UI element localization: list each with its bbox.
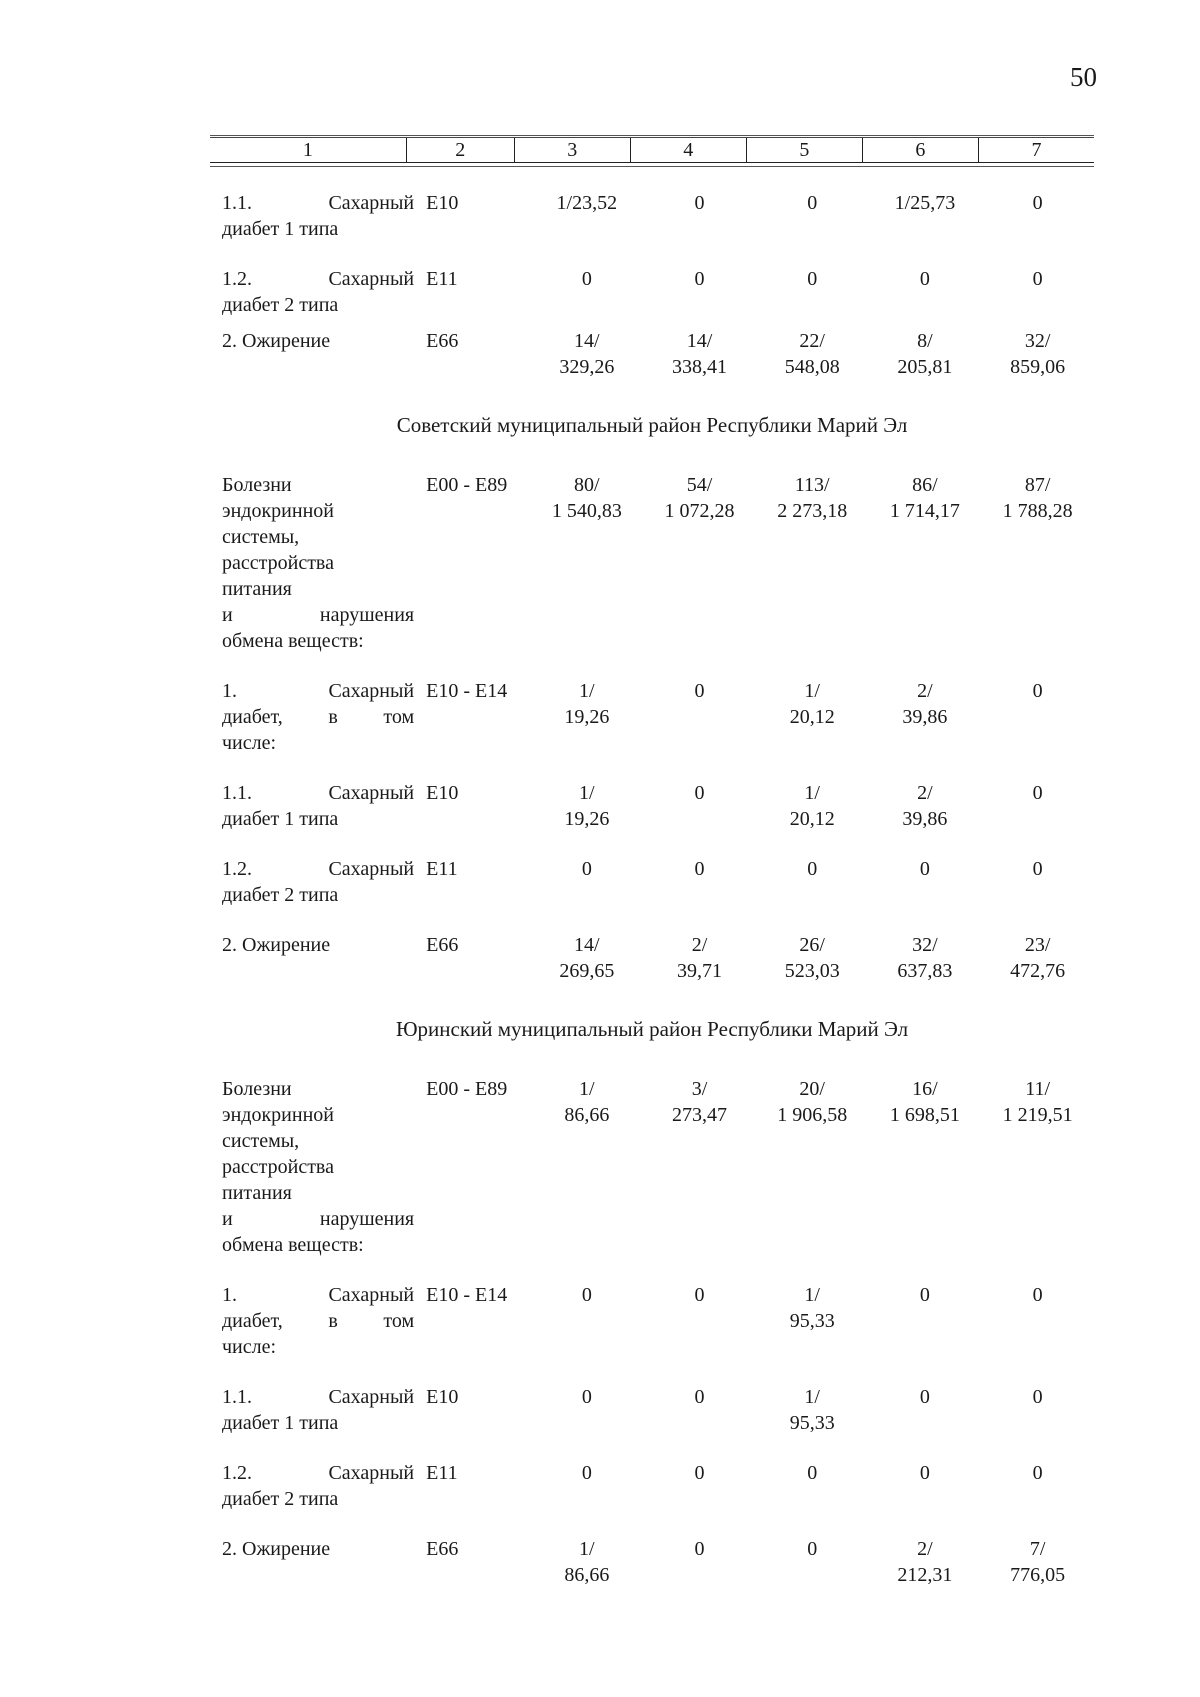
row-name-line: 1.2. Сахарный bbox=[222, 1462, 415, 1484]
row-name-line: диабет 2 типа bbox=[222, 884, 339, 906]
row-name bbox=[210, 1274, 414, 1376]
row-name bbox=[210, 182, 414, 258]
table-row bbox=[210, 1528, 1094, 1604]
case-count: 1/ bbox=[804, 782, 820, 804]
rate-value: 1 698,51 bbox=[889, 1104, 960, 1126]
value-cell-col-3 bbox=[530, 320, 643, 396]
row-name-line: Болезни bbox=[222, 1078, 292, 1100]
value-cell-col-6 bbox=[869, 1068, 982, 1274]
value-cell-col-7 bbox=[981, 1068, 1094, 1274]
row-name bbox=[210, 670, 414, 772]
case-count: 23/ bbox=[1024, 934, 1051, 956]
icd-code: E10 bbox=[426, 192, 459, 214]
case-count: 0 bbox=[694, 680, 705, 702]
header-col-5: 5 bbox=[746, 138, 862, 163]
case-count: 1/23,52 bbox=[556, 192, 618, 214]
value-cell-col-7 bbox=[981, 320, 1094, 396]
case-count: 22/ bbox=[799, 330, 825, 352]
case-count: 14/ bbox=[574, 330, 600, 352]
table-row bbox=[210, 258, 1094, 320]
value-cell-col-3 bbox=[530, 1274, 643, 1376]
row-name-line: и нарушения bbox=[222, 1208, 415, 1230]
case-count: 0 bbox=[807, 858, 818, 880]
rate-value: 39,86 bbox=[902, 808, 948, 830]
icd-code: E66 bbox=[426, 1538, 459, 1560]
row-name bbox=[210, 1452, 414, 1528]
case-count: 32/ bbox=[1024, 330, 1051, 352]
table-row bbox=[210, 1452, 1094, 1528]
value-cell-col-7 bbox=[981, 924, 1094, 1000]
header-col-7: 7 bbox=[978, 138, 1094, 163]
case-count: 0 bbox=[694, 1386, 705, 1408]
rate-value: 548,08 bbox=[784, 356, 840, 378]
table-row bbox=[210, 848, 1094, 924]
value-cell-col-5 bbox=[756, 1452, 869, 1528]
case-count: 0 bbox=[581, 1462, 592, 1484]
value-cell-col-4 bbox=[643, 772, 756, 848]
rate-value: 1 906,58 bbox=[777, 1104, 848, 1126]
value-cell-col-3 bbox=[530, 924, 643, 1000]
icd-code: E10 - E14 bbox=[426, 1284, 508, 1306]
case-count: 2/ bbox=[917, 1538, 933, 1560]
row-name-line: 2. Ожирение bbox=[222, 934, 331, 956]
row-name-line: расстройства bbox=[222, 552, 334, 574]
rate-value: 269,65 bbox=[559, 960, 615, 982]
row-name-line: диабет 2 типа bbox=[222, 1488, 339, 1510]
case-count: 0 bbox=[581, 858, 592, 880]
row-name-line: и нарушения bbox=[222, 604, 415, 626]
page-number: 50 bbox=[1070, 62, 1097, 92]
value-cell-col-5 bbox=[756, 848, 869, 924]
case-count: 80/ bbox=[574, 474, 600, 496]
rate-value: 1 219,51 bbox=[1002, 1104, 1073, 1126]
case-count: 0 bbox=[919, 858, 930, 880]
case-count: 0 bbox=[919, 1284, 930, 1306]
case-count: 0 bbox=[807, 1538, 818, 1560]
value-cell-col-6 bbox=[869, 848, 982, 924]
row-name-line: 1.1. Сахарный bbox=[222, 782, 415, 804]
value-cell-col-5 bbox=[756, 320, 869, 396]
value-cell-col-3 bbox=[530, 670, 643, 772]
header-bottom-rule bbox=[210, 166, 1094, 167]
row-name-line: числе: bbox=[222, 732, 277, 754]
case-count: 0 bbox=[807, 268, 818, 290]
rate-value: 338,41 bbox=[672, 356, 728, 378]
value-cell-col-6 bbox=[869, 924, 982, 1000]
table-row bbox=[210, 182, 1094, 258]
case-count: 0 bbox=[581, 268, 592, 290]
case-count: 8/ bbox=[917, 330, 933, 352]
value-cell-col-5 bbox=[756, 670, 869, 772]
value-cell-col-5 bbox=[756, 258, 869, 320]
icd-code: E66 bbox=[426, 934, 459, 956]
value-cell-col-3 bbox=[530, 1528, 643, 1604]
case-count: 0 bbox=[1032, 858, 1043, 880]
icd-code: E00 - E89 bbox=[426, 474, 508, 496]
case-count: 0 bbox=[694, 1462, 705, 1484]
icd-code: E10 - E14 bbox=[426, 680, 508, 702]
rate-value: 859,06 bbox=[1010, 356, 1066, 378]
row-name-line: 1.2. Сахарный bbox=[222, 858, 415, 880]
icd-code: E66 bbox=[426, 330, 459, 352]
value-cell-col-5 bbox=[756, 1528, 869, 1604]
header-col-3: 3 bbox=[514, 138, 630, 163]
row-name-line: диабет 1 типа bbox=[222, 218, 339, 240]
row-name-line: эндокринной bbox=[222, 1104, 334, 1126]
rate-value: 2 273,18 bbox=[777, 500, 848, 522]
case-count: 0 bbox=[1032, 1386, 1043, 1408]
rate-value: 1 714,17 bbox=[889, 500, 960, 522]
row-name-line: питания bbox=[222, 1182, 292, 1204]
value-cell-col-6 bbox=[869, 258, 982, 320]
table-row bbox=[210, 1376, 1094, 1452]
row-name bbox=[210, 320, 414, 396]
row-name-line: обмена веществ: bbox=[222, 630, 364, 652]
case-count: 1/ bbox=[804, 680, 820, 702]
header-row bbox=[210, 138, 1094, 163]
row-name-line: эндокринной bbox=[222, 500, 334, 522]
value-cell-col-4 bbox=[643, 848, 756, 924]
table-row bbox=[210, 1068, 1094, 1274]
case-count: 0 bbox=[919, 1386, 930, 1408]
case-count: 0 bbox=[807, 192, 818, 214]
value-cell-col-4 bbox=[643, 1376, 756, 1452]
value-cell-col-3 bbox=[530, 1376, 643, 1452]
value-cell-col-5 bbox=[756, 182, 869, 258]
row-name-line: 1. Сахарный bbox=[222, 1284, 415, 1306]
row-name-line: 1.1. Сахарный bbox=[222, 1386, 415, 1408]
table-body bbox=[210, 182, 1094, 1604]
value-cell-col-7 bbox=[981, 670, 1094, 772]
value-cell-col-3 bbox=[530, 772, 643, 848]
case-count: 0 bbox=[919, 268, 930, 290]
rate-value: 86,66 bbox=[564, 1564, 610, 1586]
row-name-line: 1.2. Сахарный bbox=[222, 268, 415, 290]
case-count: 1/ bbox=[804, 1386, 820, 1408]
row-name bbox=[210, 772, 414, 848]
rate-value: 39,86 bbox=[902, 706, 948, 728]
icd-code: E00 - E89 bbox=[426, 1078, 508, 1100]
header-top-rule bbox=[210, 135, 1094, 136]
row-name bbox=[210, 1068, 414, 1274]
case-count: 16/ bbox=[912, 1078, 938, 1100]
case-count: 0 bbox=[807, 1462, 818, 1484]
value-cell-col-4 bbox=[643, 1452, 756, 1528]
rate-value: 523,03 bbox=[784, 960, 840, 982]
rate-value: 205,81 bbox=[897, 356, 953, 378]
row-name-line: числе: bbox=[222, 1336, 277, 1358]
rate-value: 776,05 bbox=[1010, 1564, 1066, 1586]
value-cell-col-7 bbox=[981, 772, 1094, 848]
value-cell-col-7 bbox=[981, 464, 1094, 670]
case-count: 1/ bbox=[804, 1284, 820, 1306]
case-count: 0 bbox=[1032, 782, 1043, 804]
case-count: 2/ bbox=[917, 680, 933, 702]
value-cell-col-3 bbox=[530, 848, 643, 924]
case-count: 1/ bbox=[579, 1078, 595, 1100]
row-name bbox=[210, 1376, 414, 1452]
rate-value: 20,12 bbox=[789, 808, 835, 830]
header-col-1: 1 bbox=[210, 138, 406, 163]
value-cell-col-4 bbox=[643, 1068, 756, 1274]
value-cell-col-5 bbox=[756, 772, 869, 848]
row-name bbox=[210, 1528, 414, 1604]
value-cell-col-7 bbox=[981, 1274, 1094, 1376]
case-count: 11/ bbox=[1025, 1078, 1051, 1100]
case-count: 0 bbox=[694, 1538, 705, 1560]
value-cell-col-4 bbox=[643, 182, 756, 258]
value-cell-col-7 bbox=[981, 1452, 1094, 1528]
rate-value: 20,12 bbox=[789, 706, 835, 728]
row-name bbox=[210, 464, 414, 670]
case-count: 0 bbox=[1032, 680, 1043, 702]
row-name bbox=[210, 924, 414, 1000]
row-name-line: обмена веществ: bbox=[222, 1234, 364, 1256]
header-col-6: 6 bbox=[862, 138, 978, 163]
case-count: 1/ bbox=[579, 1538, 595, 1560]
value-cell-col-5 bbox=[756, 924, 869, 1000]
row-name-line: расстройства bbox=[222, 1156, 334, 1178]
case-count: 2/ bbox=[917, 782, 933, 804]
rate-value: 329,26 bbox=[559, 356, 615, 378]
rate-value: 95,33 bbox=[789, 1310, 835, 1332]
case-count: 0 bbox=[1032, 1462, 1043, 1484]
case-count: 7/ bbox=[1029, 1538, 1046, 1560]
value-cell-col-3 bbox=[530, 464, 643, 670]
value-cell-col-4 bbox=[643, 670, 756, 772]
rate-value: 212,31 bbox=[897, 1564, 953, 1586]
morbidity-table bbox=[210, 182, 1094, 1604]
rate-value: 1 540,83 bbox=[551, 500, 622, 522]
value-cell-col-6 bbox=[869, 1376, 982, 1452]
row-name-line: системы, bbox=[222, 526, 300, 548]
case-count: 113/ bbox=[794, 474, 830, 496]
section-title-row bbox=[210, 1000, 1094, 1068]
rate-value: 472,76 bbox=[1010, 960, 1066, 982]
value-cell-col-7 bbox=[981, 848, 1094, 924]
value-cell-col-6 bbox=[869, 1274, 982, 1376]
rate-value: 273,47 bbox=[672, 1104, 728, 1126]
row-name-line: питания bbox=[222, 578, 292, 600]
row-name-line: диабет 1 типа bbox=[222, 1412, 339, 1434]
case-count: 0 bbox=[919, 1462, 930, 1484]
row-name-line: системы, bbox=[222, 1130, 300, 1152]
case-count: 14/ bbox=[686, 330, 713, 352]
case-count: 1/25,73 bbox=[894, 192, 956, 214]
value-cell-col-4 bbox=[643, 258, 756, 320]
case-count: 0 bbox=[1032, 1284, 1043, 1306]
table-row bbox=[210, 924, 1094, 1000]
rate-value: 19,26 bbox=[564, 808, 610, 830]
value-cell-col-3 bbox=[530, 258, 643, 320]
row-name-line: 1.1. Сахарный bbox=[222, 192, 415, 214]
case-count: 0 bbox=[694, 1284, 705, 1306]
case-count: 0 bbox=[694, 858, 705, 880]
value-cell-col-7 bbox=[981, 182, 1094, 258]
section-title: Советский муниципальный район Республики Марий Эл bbox=[396, 413, 908, 437]
rate-value: 19,26 bbox=[564, 706, 610, 728]
case-count: 0 bbox=[694, 268, 705, 290]
table-row bbox=[210, 320, 1094, 396]
table-row bbox=[210, 464, 1094, 670]
value-cell-col-3 bbox=[530, 1452, 643, 1528]
section-title-row bbox=[210, 396, 1094, 464]
row-name bbox=[210, 258, 414, 320]
value-cell-col-6 bbox=[869, 772, 982, 848]
case-count: 87/ bbox=[1024, 474, 1051, 496]
header-col-4: 4 bbox=[630, 138, 746, 163]
case-count: 14/ bbox=[574, 934, 600, 956]
value-cell-col-6 bbox=[869, 182, 982, 258]
rate-value: 637,83 bbox=[897, 960, 953, 982]
row-name-line: диабет 2 типа bbox=[222, 294, 339, 316]
rate-value: 39,71 bbox=[677, 960, 723, 982]
value-cell-col-5 bbox=[756, 1274, 869, 1376]
row-name-line: Болезни bbox=[222, 474, 292, 496]
row-name-line: 2. Ожирение bbox=[222, 1538, 331, 1560]
case-count: 1/ bbox=[579, 782, 595, 804]
value-cell-col-7 bbox=[981, 1376, 1094, 1452]
row-name-line: 1. Сахарный bbox=[222, 680, 415, 702]
icd-code: E11 bbox=[426, 1462, 458, 1484]
value-cell-col-6 bbox=[869, 320, 982, 396]
case-count: 0 bbox=[694, 192, 705, 214]
case-count: 0 bbox=[694, 782, 705, 804]
rate-value: 1 072,28 bbox=[664, 500, 735, 522]
icd-code: E11 bbox=[426, 858, 458, 880]
value-cell-col-5 bbox=[756, 1068, 869, 1274]
case-count: 32/ bbox=[912, 934, 938, 956]
case-count: 26/ bbox=[799, 934, 825, 956]
icd-code: E11 bbox=[426, 268, 458, 290]
case-count: 0 bbox=[1032, 192, 1043, 214]
value-cell-col-6 bbox=[869, 1452, 982, 1528]
case-count: 54/ bbox=[686, 474, 713, 496]
case-count: 20/ bbox=[799, 1078, 825, 1100]
case-count: 2/ bbox=[691, 934, 708, 956]
value-cell-col-6 bbox=[869, 464, 982, 670]
table-row bbox=[210, 670, 1094, 772]
case-count: 3/ bbox=[691, 1078, 708, 1100]
row-name-line: 2. Ожирение bbox=[222, 330, 331, 352]
rate-value: 86,66 bbox=[564, 1104, 610, 1126]
table-row bbox=[210, 1274, 1094, 1376]
value-cell-col-5 bbox=[756, 1376, 869, 1452]
value-cell-col-3 bbox=[530, 1068, 643, 1274]
row-name-line: диабет 1 типа bbox=[222, 808, 339, 830]
value-cell-col-7 bbox=[981, 1528, 1094, 1604]
case-count: 1/ bbox=[579, 680, 595, 702]
rate-value: 1 788,28 bbox=[1002, 500, 1073, 522]
row-name bbox=[210, 848, 414, 924]
value-cell-col-4 bbox=[643, 924, 756, 1000]
value-cell-col-4 bbox=[643, 320, 756, 396]
value-cell-col-6 bbox=[869, 1528, 982, 1604]
value-cell-col-6 bbox=[869, 670, 982, 772]
value-cell-col-5 bbox=[756, 464, 869, 670]
value-cell-col-4 bbox=[643, 464, 756, 670]
row-name-line: диабет, в том bbox=[222, 1310, 415, 1332]
table-row bbox=[210, 772, 1094, 848]
value-cell-col-7 bbox=[981, 258, 1094, 320]
icd-code: E10 bbox=[426, 1386, 459, 1408]
value-cell-col-4 bbox=[643, 1528, 756, 1604]
column-number-header bbox=[210, 137, 1094, 163]
header-col-2: 2 bbox=[406, 138, 514, 163]
section-title: Юринский муниципальный район Республики Марий Эл bbox=[395, 1017, 909, 1041]
row-name-line: диабет, в том bbox=[222, 706, 415, 728]
case-count: 0 bbox=[581, 1386, 592, 1408]
case-count: 86/ bbox=[912, 474, 938, 496]
icd-code: E10 bbox=[426, 782, 459, 804]
case-count: 0 bbox=[581, 1284, 592, 1306]
value-cell-col-4 bbox=[643, 1274, 756, 1376]
rate-value: 95,33 bbox=[789, 1412, 835, 1434]
case-count: 0 bbox=[1032, 268, 1043, 290]
value-cell-col-3 bbox=[530, 182, 643, 258]
